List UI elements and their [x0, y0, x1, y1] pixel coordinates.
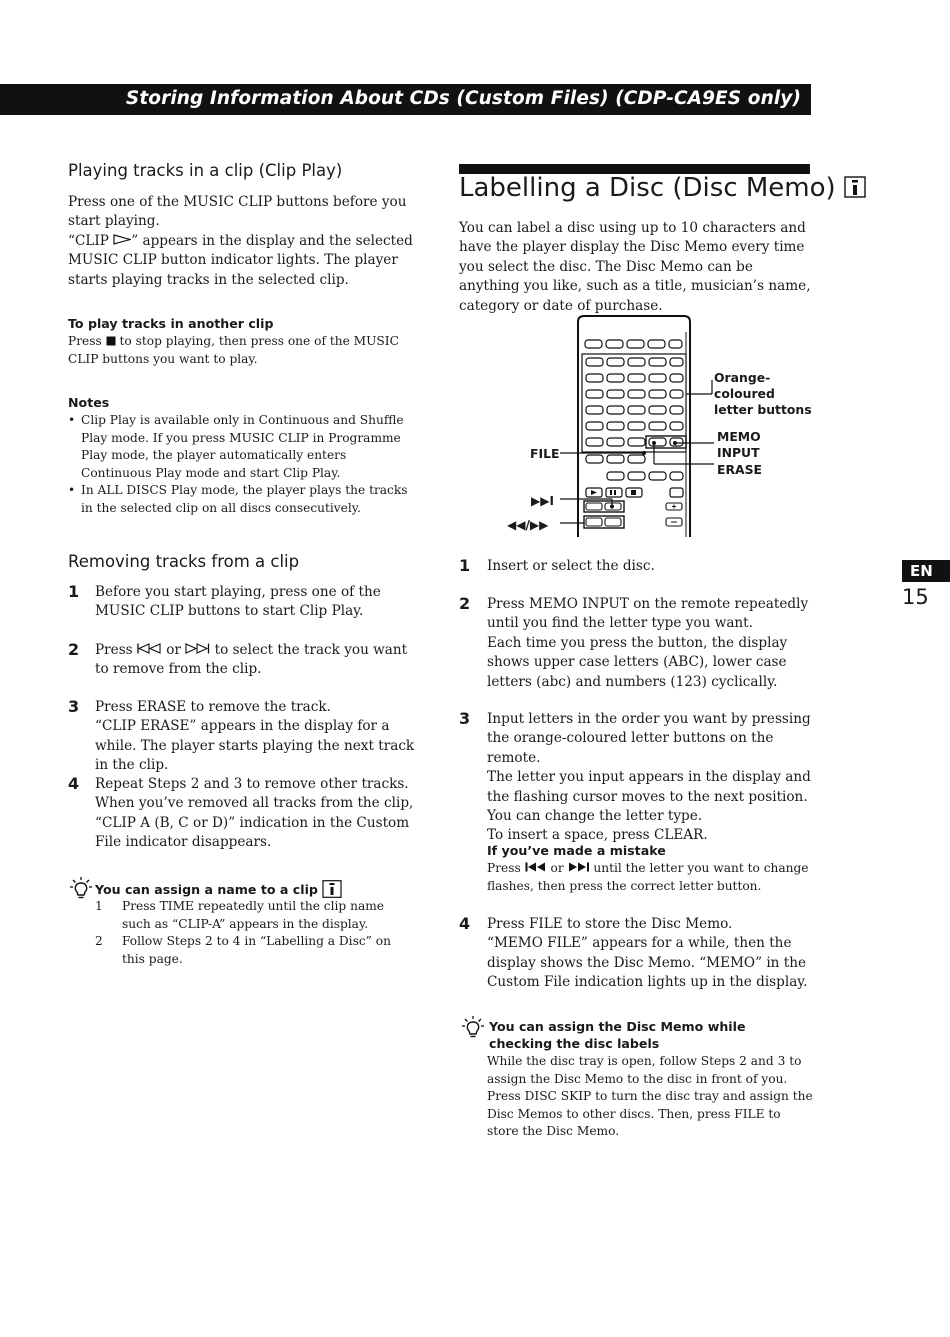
- step-line: Repeat Steps 2 and 3 to remove other tracks.: [95, 776, 409, 792]
- rew-ff-label: ◀◀/▶▶: [507, 518, 549, 532]
- text-fragment: until the letter you want to change flashes, then press the correct letter button.: [487, 861, 809, 893]
- tip-step: [95, 933, 415, 968]
- step-line: Input letters in the order you want by pressing the orange-coloured letter buttons on the remote.: [487, 711, 811, 766]
- step-text: [487, 595, 814, 692]
- step-line: Each time you press the button, the display shows upper case letters (ABC), lower case letters (abc) and numbers (123) cyclically.: [487, 634, 788, 690]
- step-text: [95, 698, 420, 776]
- text-fragment: to select the track you want to remove from the clip.: [95, 642, 408, 678]
- next-label: ▶▶I: [531, 494, 554, 508]
- language-badge: EN: [902, 560, 950, 582]
- clip-play-paragraph-a: Press one of the MUSIC CLIP buttons before you start playing.: [68, 194, 407, 230]
- erase-label: ERASE: [717, 462, 762, 477]
- previous-track-icon: [525, 862, 547, 872]
- memo-input-label: MEMO INPUT: [717, 429, 761, 460]
- previous-track-icon: [137, 643, 162, 654]
- notes-heading: Notes: [68, 395, 110, 410]
- disc-label-tip-heading: You can assign the Disc Memo while checking the disc labels: [489, 1019, 746, 1051]
- step-line: “CLIP ERASE” appears in the display for a while. The player starts playing the next track in the clip.: [95, 718, 415, 774]
- text-fragment: ” appears in the display and the selected MUSIC CLIP button indicator lights. The player starts playing tracks in the selected clip.: [68, 232, 413, 288]
- clip-name-tip-heading: [95, 880, 342, 898]
- play-icon: [113, 234, 131, 245]
- section-title: Storing Information About CDs (Custom Files) (CDP-CA9ES only): [125, 88, 801, 109]
- step-text: Insert or select the disc.: [487, 558, 655, 574]
- disc-memo-title-text: Labelling a Disc (Disc Memo): [459, 173, 836, 203]
- clip-play-text: [68, 193, 418, 290]
- step-line: Press MEMO INPUT on the remote repeatedly until you find the letter type you want.: [487, 596, 809, 632]
- step-number: 2: [459, 594, 471, 613]
- letter-buttons-label: Orange- coloured letter buttons: [714, 370, 812, 417]
- step-number: 3: [68, 697, 80, 716]
- disc-memo-title: [459, 173, 866, 203]
- disc-label-tip-text: While the disc tray is open, follow Steps 2 and 3 to assign the Disc Memo to the disc in front of you. Press DISC SKIP to turn the disc tray and assign the Disc Memos to other discs. Then, press FILE to store the Disc Memo.: [487, 1054, 813, 1138]
- another-clip-heading: To play tracks in another clip: [68, 316, 274, 331]
- step-number: 1: [68, 582, 80, 601]
- next-track-icon: [185, 643, 210, 654]
- remote-icon: [844, 176, 866, 198]
- next-track-icon: [568, 862, 590, 872]
- step-line: Press FILE to store the Disc Memo.: [487, 916, 733, 932]
- step-line: To insert a space, press CLEAR.: [487, 827, 708, 844]
- step-text: [487, 710, 814, 846]
- tip-lightbulb-icon: [462, 1015, 484, 1039]
- step-number: 4: [68, 774, 80, 793]
- step-text: [487, 915, 814, 993]
- file-label: FILE: [530, 446, 560, 461]
- text-fragment: Press: [95, 642, 137, 658]
- text-fragment: to stop playing, then press one of the MUSIC CLIP buttons you want to play.: [68, 334, 399, 366]
- tip-step-number: 1: [95, 899, 103, 913]
- text-fragment: Press: [68, 334, 106, 348]
- remote-icon: [322, 880, 342, 898]
- step-line: Press ERASE to remove the track.: [95, 699, 331, 715]
- tip-step: [95, 898, 415, 933]
- step-text: [95, 775, 420, 853]
- stop-icon: [106, 336, 116, 346]
- another-clip-text: [68, 333, 418, 368]
- notes-list: [68, 412, 418, 517]
- step-line: The letter you input appears in the display and the flashing cursor moves to the next position. You can change the letter type.: [487, 769, 811, 825]
- tip-lightbulb-icon: [70, 876, 92, 900]
- step-line: When you’ve removed all tracks from the clip, “CLIP A (B, C or D)” indication in the Custom File indicator disappears.: [95, 795, 414, 851]
- step-line: “MEMO FILE” appears for a while, then the display shows the Disc Memo. “MEMO” in the Custom File indication lights up in the display.: [487, 935, 808, 991]
- step-number: 2: [68, 640, 80, 659]
- step-number: 3: [459, 709, 471, 728]
- step-text: [95, 641, 420, 680]
- step-number: 4: [459, 914, 471, 933]
- page-number: 15: [902, 585, 929, 609]
- note-item: • Clip Play is available only in Continuous and Shuffle Play mode. If you press MUSIC CLIP in Programme Play mode, the player automatically enters Continuous Play mode and start Clip Play.: [68, 412, 418, 482]
- mistake-heading: If you’ve made a mistake: [487, 843, 666, 858]
- removing-heading: Removing tracks from a clip: [68, 552, 300, 571]
- text-fragment: Press: [487, 861, 525, 875]
- disc-memo-intro: You can label a disc using up to 10 characters and have the player display the Disc Memo every time you select the disc. The Disc Memo can be anything you like, such as a title, musician’s name, category or date of purchase.: [459, 220, 811, 314]
- text-fragment: or: [546, 861, 568, 875]
- text-fragment: or: [161, 642, 186, 658]
- step-number: 1: [459, 556, 471, 575]
- note-item: • In ALL DISCS Play mode, the player plays the tracks in the selected clip on all discs consecutively.: [68, 482, 418, 517]
- clip-name-steps: [95, 898, 415, 968]
- section-header-bar: [0, 84, 811, 115]
- tip-heading-text: You can assign a name to a clip: [95, 882, 318, 897]
- tip-step-text: Press TIME repeatedly until the clip name such as “CLIP-A” appears in the display.: [122, 899, 384, 931]
- text-fragment: “CLIP: [68, 232, 114, 249]
- tip-step-number: 2: [95, 934, 103, 948]
- clip-play-paragraph-b: [68, 232, 418, 290]
- tip-step-text: Follow Steps 2 to 4 in “Labelling a Disc” on this page.: [122, 934, 391, 966]
- mistake-text: [487, 860, 812, 895]
- step-text: Before you start playing, press one of the MUSIC CLIP buttons to start Clip Play.: [95, 584, 381, 620]
- clip-play-heading: Playing tracks in a clip (Clip Play): [68, 161, 343, 180]
